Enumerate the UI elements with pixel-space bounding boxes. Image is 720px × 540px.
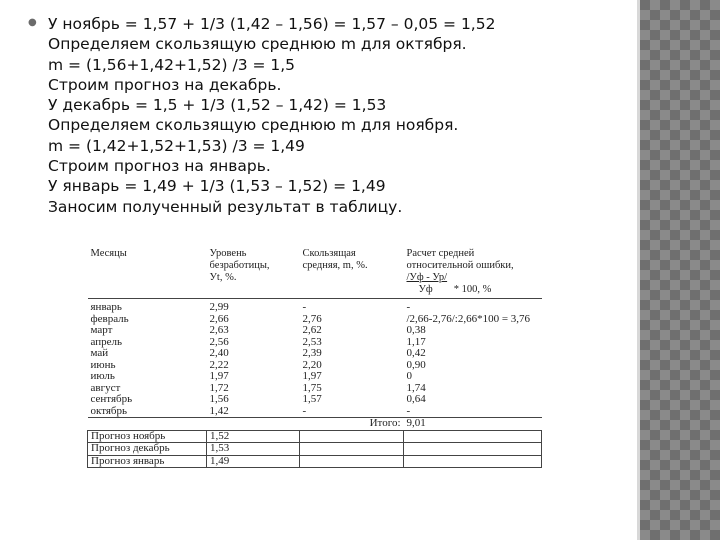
text-line: Заносим полученный результат в таблицу. <box>48 197 403 216</box>
text-line: У ноябрь = 1,57 + 1/3 (1,42 – 1,56) = 1,57 – 0,05 = 1,52 <box>48 15 496 33</box>
text-line: m = (1,42+1,52+1,53) /3 = 1,49 <box>48 136 305 155</box>
forecast-row: Прогноз ноябрь 1,52 <box>88 430 542 443</box>
forecast-row: Прогноз декабрь 1,53 <box>88 443 542 456</box>
table-row: апрель 2,56 2,53 1,17 <box>90 335 426 348</box>
text-line: У декабрь = 1,5 + 1/3 (1,52 – 1,42) = 1,53 <box>48 96 387 115</box>
text-line: m = (1,56+1,42+1,52) /3 = 1,5 <box>48 55 296 74</box>
header-moving-average: Скользящая средняя, m, %. <box>300 246 404 299</box>
bullet-icon: ● <box>28 17 37 28</box>
header-error: Расчет средней относительной ошибки, /Уф - Ур/ Уф * 100, % <box>404 246 542 299</box>
text-block <box>48 14 495 217</box>
text-line: У январь = 1,49 + 1/3 (1,53 – 1,52) = 1,49 <box>48 177 386 196</box>
text-line: Определяем скользящую среднюю m для ноября. <box>48 116 459 135</box>
forecast-row: Прогноз январь 1,49 <box>88 455 542 468</box>
table-row: январь 2,99 - - <box>90 301 411 313</box>
table-row: июнь 2,22 2,20 0,90 <box>90 358 426 371</box>
decorative-side-pattern <box>640 0 720 540</box>
total-row <box>88 418 542 431</box>
table-row: июль 1,97 1,97 0 <box>90 370 412 382</box>
table-row: май 2,40 2,39 0,42 <box>90 347 426 359</box>
header-month: Месяцы <box>88 246 207 299</box>
table-row: октябрь 1,42 - - <box>88 406 542 418</box>
table-row: август 1,72 1,75 1,74 <box>90 381 426 394</box>
table-row: февраль 2,66 2,76 /2,66-2,76/:2,66*100 = 3,76 <box>90 312 531 325</box>
total-label: Итого: <box>300 418 404 431</box>
text-line: Строим прогноз на январь. <box>48 157 271 176</box>
text-line: Определяем скользящую среднюю m для октября. <box>48 35 467 54</box>
table-header-row <box>88 246 542 299</box>
header-level: Уровень безработицы, Уt, %. <box>207 246 300 299</box>
text-line: Строим прогноз на декабрь. <box>48 75 282 94</box>
table-row: март 2,63 2,62 0,38 <box>90 324 426 336</box>
forecast-table <box>87 246 542 468</box>
total-value: 9,01 <box>404 418 542 431</box>
table-row: сентябрь 1,56 1,57 0,64 <box>90 393 426 405</box>
